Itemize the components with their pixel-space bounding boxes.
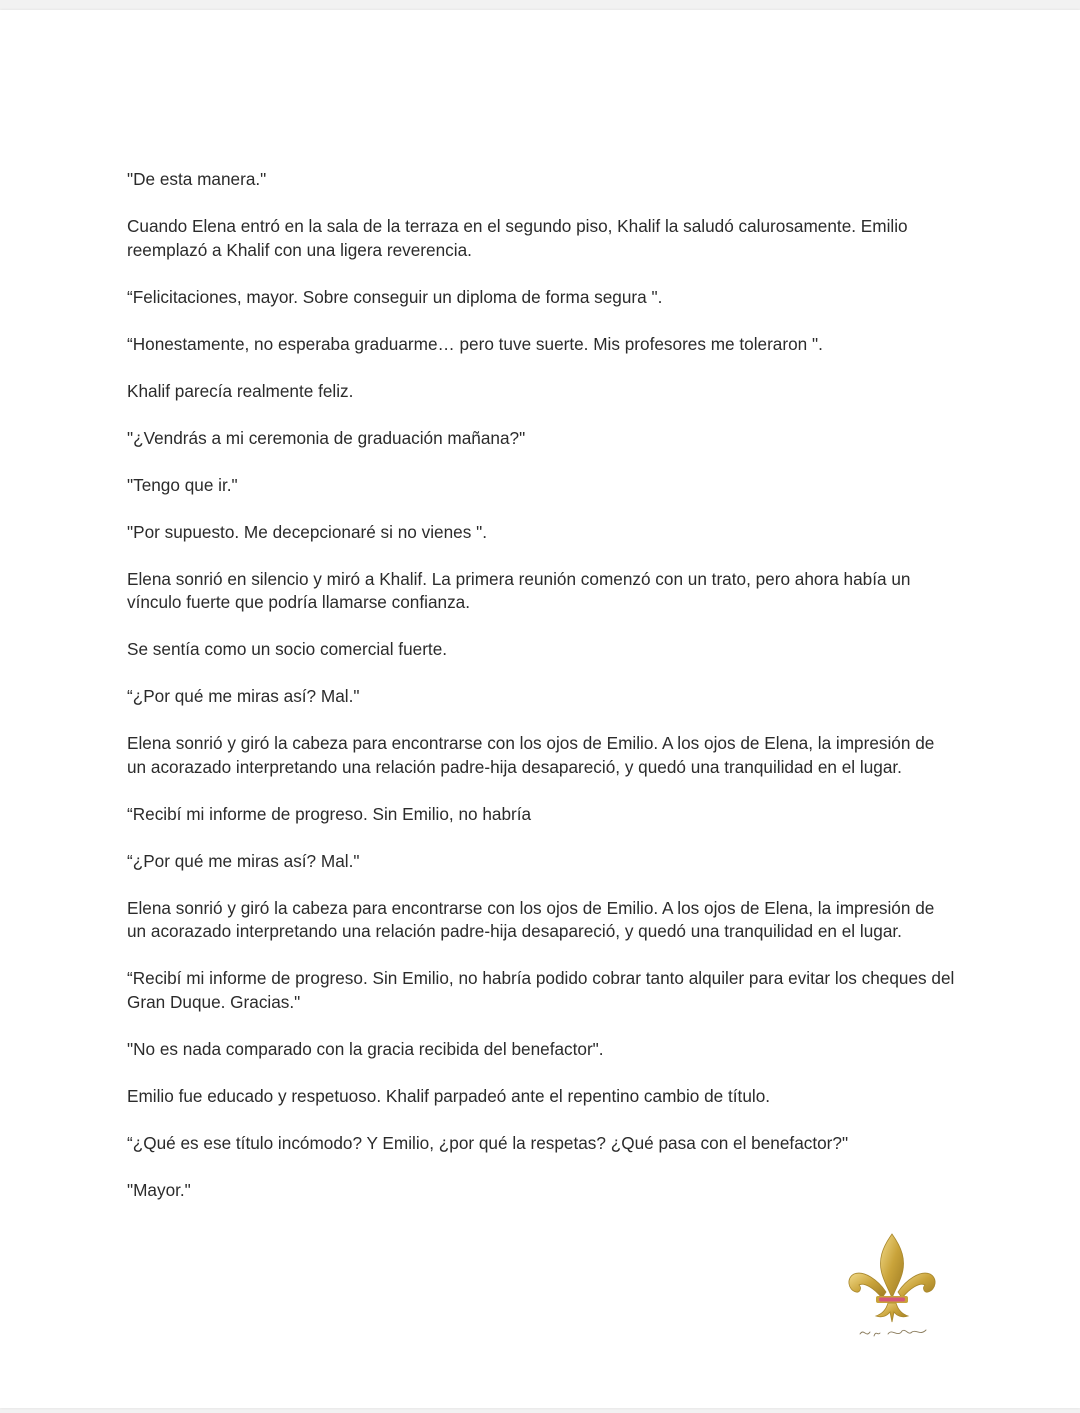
paragraph: Cuando Elena entró en la sala de la terraza en el segundo piso, Khalif la saludó calurosamente. Emilio reemplazó a Khalif con una ligera reverencia.: [127, 216, 908, 260]
fleur-de-lis-icon: [842, 1230, 942, 1348]
paragraph: Elena sonrió y giró la cabeza para encontrarse con los ojos de Emilio. A los ojos de Elena, la impresión de un acorazado interpretando una relación padre-hija desapareció, y quedó una tranquilidad en el lugar.: [127, 733, 935, 777]
paragraph: Se sentía como un socio comercial fuerte.: [127, 639, 448, 659]
paragraph: “Recibí mi informe de progreso. Sin Emilio, no habría: [127, 803, 532, 824]
paragraph: “¿Por qué me miras así? Mal.": [127, 850, 360, 871]
paragraph: Khalif parecía realmente feliz.: [127, 380, 354, 401]
paragraph: “¿Qué es ese título incómodo? Y Emilio, ¿por qué la respetas? ¿Qué pasa con el benefactor?": [127, 1132, 849, 1153]
document-body: [127, 168, 957, 1226]
paragraph: "Por supuesto. Me decepcionaré si no vienes ".: [127, 521, 487, 542]
paragraph: Elena sonrió y giró la cabeza para encontrarse con los ojos de Emilio. A los ojos de Elena, la impresión de un acorazado interpretando una relación padre-hija desapareció, y quedó una tranquilidad en el lugar.: [127, 897, 935, 941]
paragraph: "Tengo que ir.": [127, 474, 238, 495]
paragraph: "¿Vendrás a mi ceremonia de graduación mañana?": [127, 427, 526, 448]
watermark-logo: [842, 1230, 942, 1348]
paragraph: “Honestamente, no esperaba graduarme… pero tuve suerte. Mis profesores me toleraron ".: [127, 333, 823, 354]
paragraph: “Recibí mi informe de progreso. Sin Emilio, no habría podido cobrar tanto alquiler para evitar los cheques del Gran Duque. Gracias.": [127, 968, 955, 1012]
paragraph: “Felicitaciones, mayor. Sobre conseguir un diploma de forma segura ".: [127, 286, 663, 307]
paragraph: "De esta manera.": [127, 169, 267, 189]
paragraph: Emilio fue educado y respetuoso. Khalif parpadeó ante el repentino cambio de título.: [127, 1085, 771, 1106]
paragraph: "No es nada comparado con la gracia recibida del benefactor".: [127, 1038, 604, 1059]
document-page: [0, 10, 1080, 1408]
paragraph: "Mayor.": [127, 1179, 191, 1200]
paragraph: “¿Por qué me miras así? Mal.": [127, 686, 360, 706]
paragraph: Elena sonrió en silencio y miró a Khalif. La primera reunión comenzó con un trato, pero ahora había un vínculo fuerte que podría llamarse confianza.: [127, 568, 911, 612]
